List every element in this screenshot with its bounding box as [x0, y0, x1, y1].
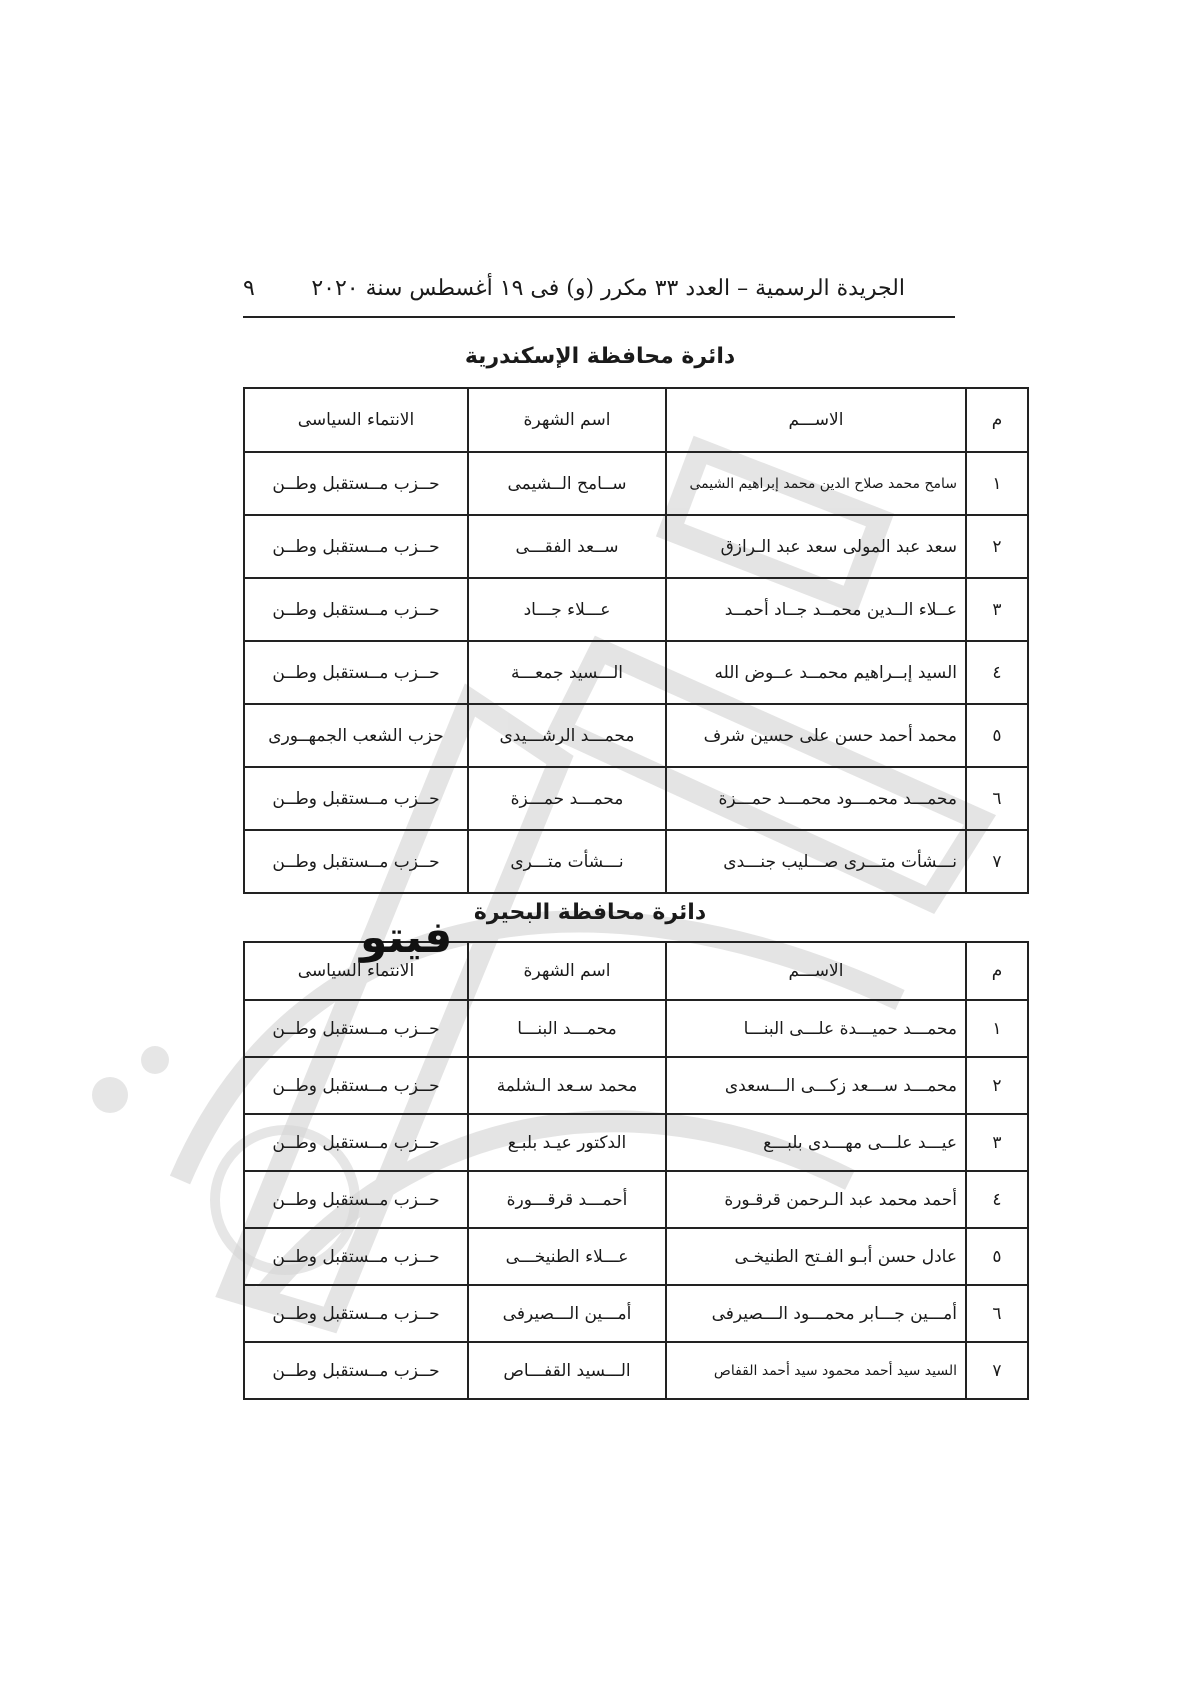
row-party: حــزب مــستقبل وطــن — [244, 767, 468, 830]
table-row — [244, 641, 1028, 704]
row-name: أمـــين جـــابر محمـــود الـــصيرفى — [666, 1285, 966, 1342]
table-row — [244, 1342, 1028, 1399]
row-party: حــزب مــستقبل وطــن — [244, 1285, 468, 1342]
row-num: ٧ — [966, 830, 1028, 893]
row-num: ٤ — [966, 641, 1028, 704]
candidates-table-alexandria — [243, 387, 1029, 894]
table-row — [244, 452, 1028, 515]
row-num: ١ — [966, 1000, 1028, 1057]
row-known-as: أحمـــد قرقـــورة — [468, 1171, 666, 1228]
row-known-as: محمـــد الرشـــيدى — [468, 704, 666, 767]
row-name: محمـــد ســـعد زكـــى الـــسعدى — [666, 1057, 966, 1114]
candidates-table-beheira — [243, 941, 1029, 1400]
row-name: عادل حسن أبـو الفـتح الطنيخـى — [666, 1228, 966, 1285]
row-party: حــزب مــستقبل وطــن — [244, 1171, 468, 1228]
row-num: ٢ — [966, 1057, 1028, 1114]
row-name: السيد إبــراهيم محمــد عــوض الله — [666, 641, 966, 704]
header-name: الاســـم — [666, 942, 966, 1000]
row-name: عــلاء الــدين محمــد جــاد أحمــد — [666, 578, 966, 641]
row-known-as: الـــسيد القفـــاص — [468, 1342, 666, 1399]
row-num: ٣ — [966, 1114, 1028, 1171]
row-known-as: عـــلاء جـــاد — [468, 578, 666, 641]
row-name: محمد أحمد حسن على حسين شرف — [666, 704, 966, 767]
table-row — [244, 1057, 1028, 1114]
row-name: عيـــد علـــى مهـــدى بلبـــع — [666, 1114, 966, 1171]
row-known-as: ســامح الــشيمى — [468, 452, 666, 515]
row-name: أحمد محمد عبد الـرحمن قرقـورة — [666, 1171, 966, 1228]
row-known-as: محمـــد حمـــزة — [468, 767, 666, 830]
table-row — [244, 1114, 1028, 1171]
table-row — [244, 1228, 1028, 1285]
row-num: ٤ — [966, 1171, 1028, 1228]
row-num: ٥ — [966, 1228, 1028, 1285]
gazette-header — [243, 270, 955, 318]
row-name: سامح محمد صلاح الدين محمد إبراهيم الشيمى — [666, 452, 966, 515]
table-row — [244, 1171, 1028, 1228]
row-known-as: محمـــد البنـــا — [468, 1000, 666, 1057]
row-party: حــزب مــستقبل وطــن — [244, 830, 468, 893]
row-name: السيد سيد أحمد محمود سيد أحمد القفاص — [666, 1342, 966, 1399]
header-party: الانتماء السياسى — [244, 942, 468, 1000]
table-row — [244, 578, 1028, 641]
row-party: حــزب مــستقبل وطــن — [244, 1000, 468, 1057]
row-name: سعد عبد المولى سعد عبد الـرازق — [666, 515, 966, 578]
row-party: حــزب مــستقبل وطــن — [244, 1342, 468, 1399]
section-title-alexandria: دائرة محافظة الإسكندرية — [464, 344, 736, 369]
row-known-as: ســعد الفقـــى — [468, 515, 666, 578]
row-party: حــزب مــستقبل وطــن — [244, 1114, 468, 1171]
row-name: نـــشأت متـــرى صـــليب جنـــدى — [666, 830, 966, 893]
table-header-row — [244, 388, 1028, 452]
row-party: حــزب مــستقبل وطــن — [244, 1228, 468, 1285]
table-row — [244, 767, 1028, 830]
header-name: الاســـم — [666, 388, 966, 452]
row-known-as: نـــشأت متـــرى — [468, 830, 666, 893]
row-num: ٦ — [966, 767, 1028, 830]
row-known-as: الـــسيد جمعـــة — [468, 641, 666, 704]
header-party: الانتماء السياسى — [244, 388, 468, 452]
table-row — [244, 830, 1028, 893]
row-num: ٦ — [966, 1285, 1028, 1342]
row-known-as: محمد سـعد الـشلمة — [468, 1057, 666, 1114]
row-party: حــزب مــستقبل وطــن — [244, 641, 468, 704]
table-row — [244, 515, 1028, 578]
row-num: ٧ — [966, 1342, 1028, 1399]
vito-logo: فيتو — [360, 912, 453, 963]
header-num: م — [966, 388, 1028, 452]
row-num: ٥ — [966, 704, 1028, 767]
row-known-as: عـــلاء الطنيخـــى — [468, 1228, 666, 1285]
header-known-as: اسم الشهرة — [468, 388, 666, 452]
row-num: ١ — [966, 452, 1028, 515]
row-party: حــزب مــستقبل وطــن — [244, 452, 468, 515]
table-row — [244, 704, 1028, 767]
row-party: حــزب مــستقبل وطــن — [244, 515, 468, 578]
table-row — [244, 1285, 1028, 1342]
header-title: الجريدة الرسمية – العدد ٣٣ مكرر (و) فى ١٩ أغسطس سنة ٢٠٢٠ — [311, 276, 905, 301]
row-known-as: أمـــين الـــصيرفى — [468, 1285, 666, 1342]
row-party: حزب الشعب الجمهــورى — [244, 704, 468, 767]
row-party: حــزب مــستقبل وطــن — [244, 578, 468, 641]
header-known-as: اسم الشهرة — [468, 942, 666, 1000]
table-row — [244, 1000, 1028, 1057]
row-name: محمـــد حميـــدة علـــى البنـــا — [666, 1000, 966, 1057]
header-num: م — [966, 942, 1028, 1000]
row-num: ٢ — [966, 515, 1028, 578]
row-num: ٣ — [966, 578, 1028, 641]
row-party: حــزب مــستقبل وطــن — [244, 1057, 468, 1114]
row-known-as: الدكتور عيـد بلبـع — [468, 1114, 666, 1171]
section-title-beheira: دائرة محافظة البحيرة — [473, 900, 707, 925]
page-number: ٩ — [243, 276, 255, 301]
row-name: محمـــد محمـــود محمـــد حمـــزة — [666, 767, 966, 830]
